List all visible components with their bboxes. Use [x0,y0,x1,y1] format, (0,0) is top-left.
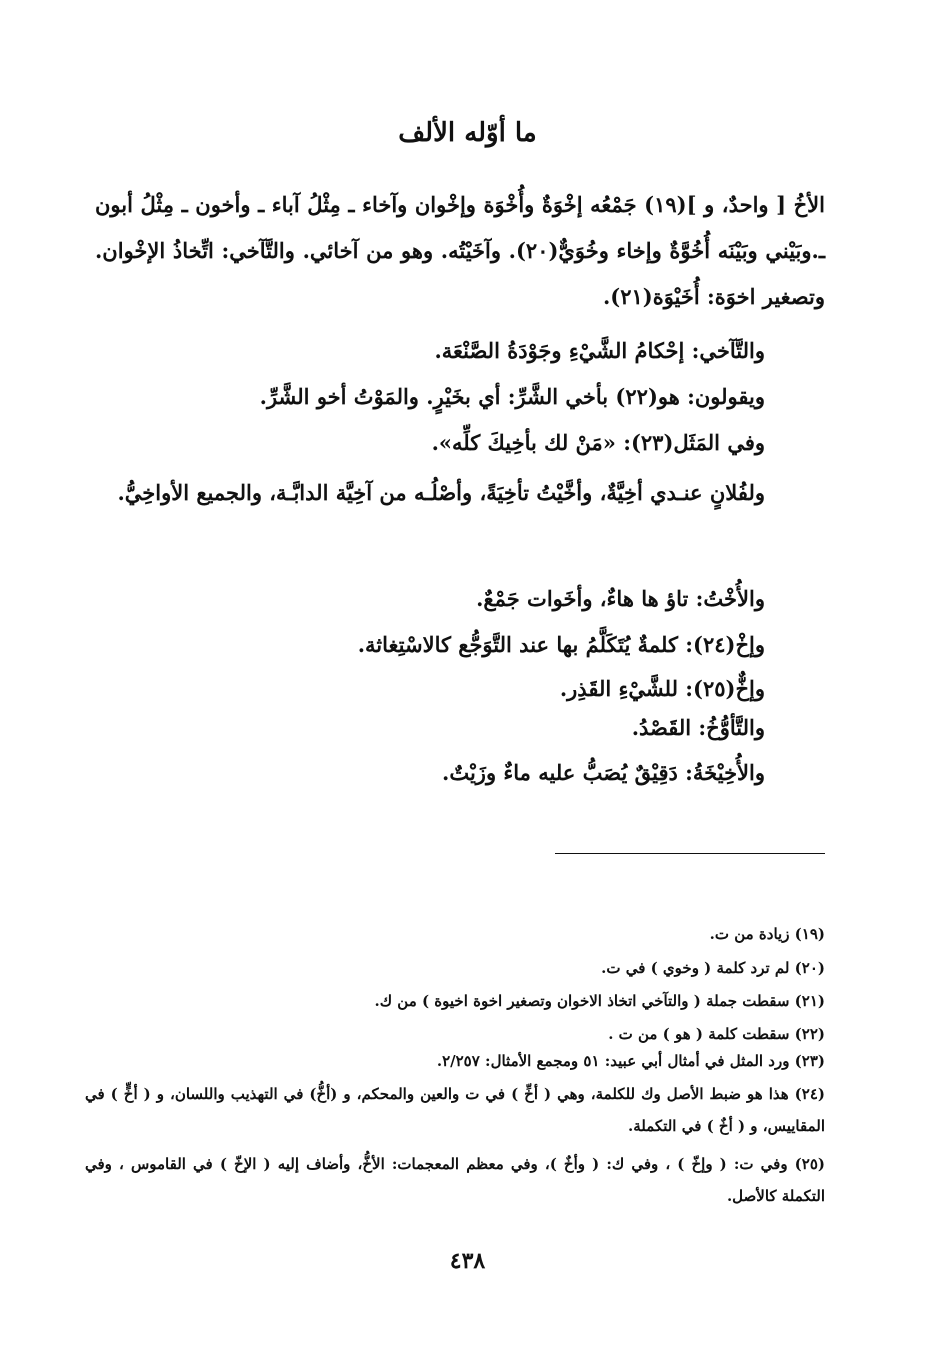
footnote-21: (٢١) سقطت جملة ( والتآخي اتخاذ الاخوان وتصغير اخوة اخيوة ) من ك. [374,992,825,1010]
paragraph-taawwukh: والتَّأوُّخُ: القَصْدُ. [631,715,765,740]
footnote-20: (٢٠) لم ترد كلمة ( وخوي ) في ت. [601,959,825,977]
page-title: ما أوّله الألف [398,118,537,148]
paragraph-ikh: وإخْ(٢٤): كلمةٌ يُتَكَلَّمُ بها عند التَّوَجُّع كالاسْتِغاثة. [357,632,765,657]
page-number: ٤٣٨ [449,1248,486,1274]
footnote-19: (١٩) زيادة من ت. [709,925,825,943]
paragraph-akhiyya: ولفُلانٍ عنـدي أخِيَّةٌ، وأخَّيْتُ تأخِيَةً، وأصْلُـه من آخِيَّة الدابَّـة، والجميع الأواخِيُّ. [117,480,765,505]
paragraph-proverb: وفي المَثَل(٢٣): «مَنْ لك بأخِيكَ كلِّه». [431,430,765,455]
paragraph-taakhi: والتَّآخي: إحْكامُ الشَّيْءِ وجَوْدَةُ الصَّنْعَة. [434,338,765,363]
footnote-24: (٢٤) هذا هو ضبط الأصل وك للكلمة، وهي ( أخِّ ) في ت والعين والمحكم، و (أخُّ) في التهذيب واللسان، و ( أخٍّ ) في المقاييس، و ( أخٌ ) في التكملة. [85,1085,825,1135]
paragraph-ukht: والأُخْتُ: تاؤ ها هاءٌ، وأخَوات جَمْعٌ. [476,586,765,611]
paragraph-ikhkh: وإخٌّ(٢٥): للشَّيْءِ القَذِر. [559,676,765,701]
paragraph-ukhaykha: والأُخِيْخَةُ: دَقِيْقٌ يُصَبُّ عليه ماءٌ وزَيْتٌ. [442,760,765,785]
paragraph-akh: الأخُ [ واحدٌ، و ](١٩) جَمْعُه إخْوَةٌ وأُخْوَة وإخْوان وآخاء ـ مِثْلُ آباء ـ وأخون ـ مِثْلُ أبون ـ.وبَيْني وبَيْنَه أُخُوَّةٌ وإخاء وخُوَيٌّ(٢٠). وآخَيْتُه. وهو من آخائي. والتَّآخي: اتِّخاذُ الإخْوان. وتصغير اخوَة: أُخَيْوَة(٢١). [95,192,825,309]
paragraph-akhi-alsharr: ويقولون: هو(٢٢) بأخي الشَّرِّ: أي بخَيْرٍ. والمَوْتُ أخو الشَّرِّ. [259,384,765,409]
footnote-separator [555,853,825,854]
footnote-22: (٢٢) سقطت كلمة ( هو ) من ت . [608,1025,825,1043]
footnote-23: (٢٣) ورد المثل في أمثال أبي عبيد: ٥١ ومجمع الأمثال: ٢/٢٥٧. [436,1052,825,1070]
footnote-25: (٢٥) وفي ت: ( وإخّ ) ، وفي ك: ( وأخٌ )، وفي معظم المعجمات: الأخُّ، وأضاف إليه ( الإخّ ) في القاموس ، وفي التكملة كالأصل. [85,1155,825,1205]
